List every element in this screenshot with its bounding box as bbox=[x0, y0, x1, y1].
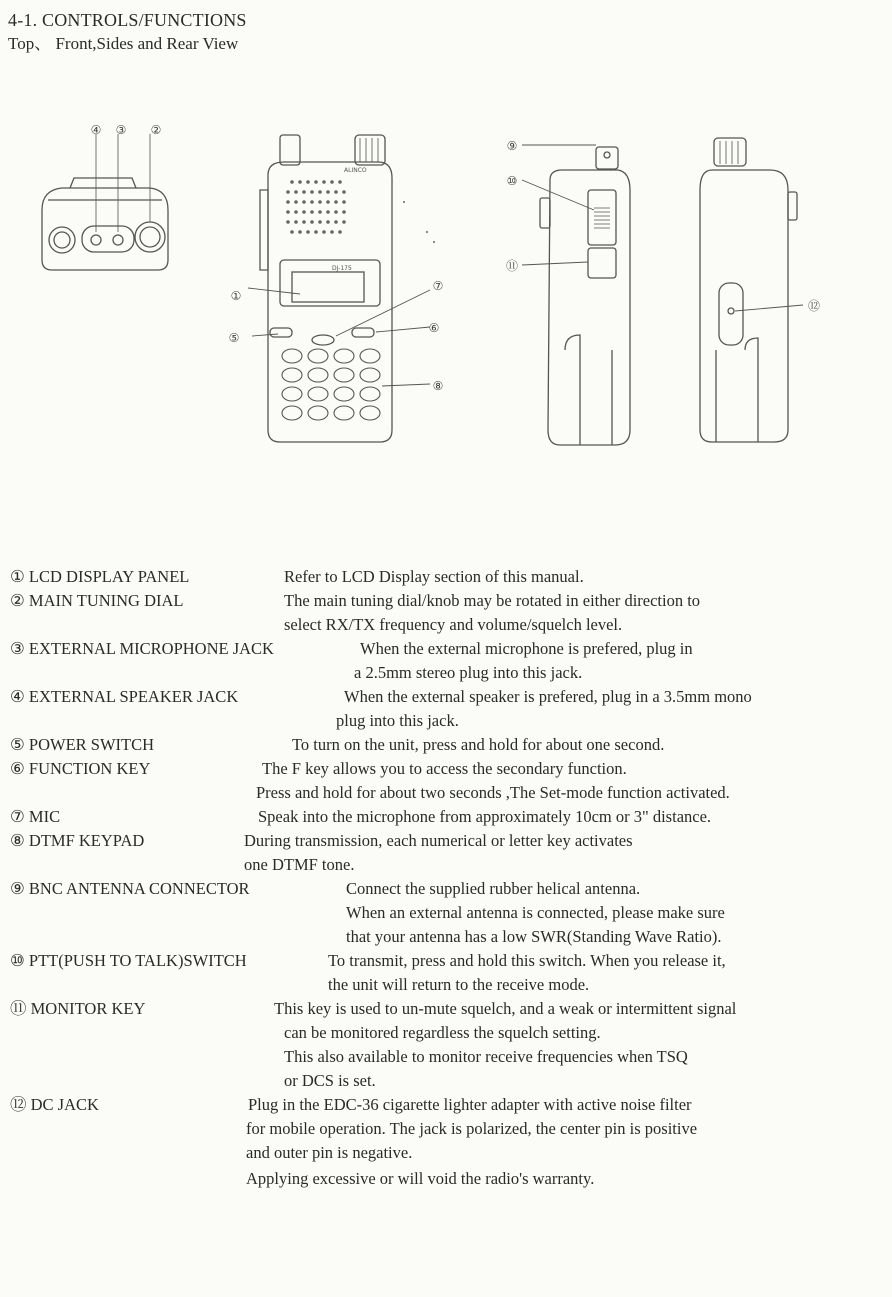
item-desc-monitor-key: This key is used to un-mute squelch, and a weak or intermittent signal bbox=[274, 999, 737, 1018]
callout-12: ⑫ bbox=[807, 299, 821, 313]
callout-8: ⑧ bbox=[432, 379, 444, 393]
item-desc-tuning-dial: The main tuning dial/knob may be rotated in either direction to bbox=[284, 591, 701, 610]
callout-4: ④ bbox=[90, 123, 102, 137]
item-label-mic: ⑦ MIC bbox=[10, 807, 61, 826]
item-desc-bnc-connector: that your antenna has a low SWR(Standing Wave Ratio). bbox=[346, 927, 722, 946]
item-desc-speaker-jack: plug into this jack. bbox=[336, 711, 459, 730]
item-label-function-key: ⑥ FUNCTION KEY bbox=[10, 759, 151, 778]
item-desc-dc-jack: and outer pin is negative. bbox=[246, 1143, 413, 1162]
radio-model: DJ-175 bbox=[332, 265, 352, 272]
item-desc-mic: Speak into the microphone from approximately 10cm or 3" distance. bbox=[258, 807, 712, 826]
item-desc-bnc-connector: When an external antenna is connected, please make sure bbox=[346, 903, 725, 922]
item-desc-speaker-jack: When the external speaker is prefered, plug in a 3.5mm mono bbox=[344, 687, 752, 706]
callout-5: ⑤ bbox=[228, 331, 240, 345]
item-desc-dc-jack: Plug in the EDC-36 cigarette lighter adapter with active noise filter bbox=[248, 1095, 692, 1114]
item-label-speaker-jack: ④ EXTERNAL SPEAKER JACK bbox=[10, 687, 239, 706]
callout-1: ① bbox=[230, 289, 242, 303]
item-desc-ptt-switch: To transmit, press and hold this switch. When you release it, bbox=[328, 951, 726, 970]
item-desc-power-switch: To turn on the unit, press and hold for about one second. bbox=[292, 735, 665, 754]
section-subtitle: Top、 Front,Sides and Rear View bbox=[8, 34, 239, 53]
item-label-lcd: ① LCD DISPLAY PANEL bbox=[10, 567, 190, 586]
section-title: 4-1. CONTROLS/FUNCTIONS bbox=[8, 10, 247, 30]
callout-3: ③ bbox=[115, 123, 127, 137]
item-label-dtmf-keypad: ⑧ DTMF KEYPAD bbox=[10, 831, 145, 850]
item-desc-dtmf-keypad: one DTMF tone. bbox=[244, 855, 355, 874]
item-desc-monitor-key: can be monitored regardless the squelch setting. bbox=[284, 1023, 601, 1042]
item-desc-function-key: Press and hold for about two seconds ,The Set-mode function activated. bbox=[256, 783, 730, 802]
radio-brand: ALINCO bbox=[344, 167, 367, 174]
item-desc-tuning-dial: select RX/TX frequency and volume/squelch level. bbox=[284, 615, 623, 634]
callout-6: ⑥ bbox=[428, 321, 440, 335]
item-desc-lcd: Refer to LCD Display section of this manual. bbox=[284, 567, 584, 586]
item-desc-dc-jack: for mobile operation. The jack is polarized, the center pin is positive bbox=[246, 1119, 698, 1138]
callout-9: ⑨ bbox=[506, 139, 518, 153]
callout-7: ⑦ bbox=[432, 279, 444, 293]
item-label-mic-jack: ③ EXTERNAL MICROPHONE JACK bbox=[10, 639, 274, 658]
callout-11: ⑪ bbox=[505, 259, 519, 273]
item-label-bnc-connector: ⑨ BNC ANTENNA CONNECTOR bbox=[10, 879, 250, 898]
item-desc-function-key: The F key allows you to access the secondary function. bbox=[262, 759, 627, 778]
item-desc-bnc-connector: Connect the supplied rubber helical antenna. bbox=[346, 879, 641, 898]
item-label-tuning-dial: ② MAIN TUNING DIAL bbox=[10, 591, 184, 610]
item-desc-mic-jack: When the external microphone is prefered, plug in bbox=[360, 639, 693, 658]
item-desc-dc-jack: Applying excessive or will void the radio's warranty. bbox=[246, 1169, 595, 1188]
item-desc-dtmf-keypad: During transmission, each numerical or letter key activates bbox=[244, 831, 633, 850]
item-label-monitor-key: ⑪ MONITOR KEY bbox=[10, 999, 146, 1018]
item-label-dc-jack: ⑫ DC JACK bbox=[10, 1095, 99, 1114]
item-label-ptt-switch: ⑩ PTT(PUSH TO TALK)SWITCH bbox=[10, 951, 247, 970]
item-label-power-switch: ⑤ POWER SWITCH bbox=[10, 735, 155, 754]
item-desc-monitor-key: or DCS is set. bbox=[284, 1071, 376, 1090]
item-desc-monitor-key: This also available to monitor receive frequencies when TSQ bbox=[284, 1047, 688, 1066]
callout-2: ② bbox=[150, 123, 162, 137]
item-desc-ptt-switch: the unit will return to the receive mode. bbox=[328, 975, 590, 994]
item-desc-mic-jack: a 2.5mm stereo plug into this jack. bbox=[354, 663, 583, 682]
callout-10: ⑩ bbox=[506, 174, 518, 188]
